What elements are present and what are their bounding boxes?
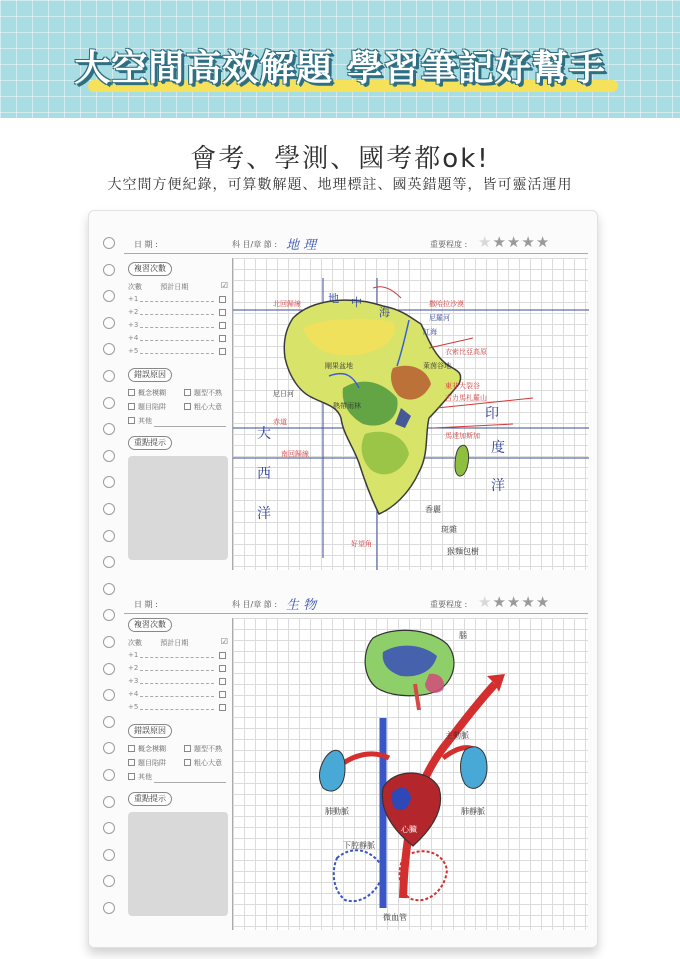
option-concept[interactable]: 概念模糊: [128, 388, 166, 398]
review-col-count: 次數: [128, 283, 142, 291]
review-row[interactable]: +4: [128, 334, 226, 344]
svg-text:下腔靜脈: 下腔靜脈: [343, 841, 375, 850]
headline: 會考、學測、國考都ok!: [190, 144, 490, 174]
check-icon: ☑: [220, 281, 228, 290]
binder-hole: [103, 663, 115, 675]
right-lung: [461, 747, 488, 788]
header-banner: [0, 0, 680, 118]
star-icon[interactable]: ★: [506, 593, 522, 611]
review-col-date: 預計日期: [160, 283, 189, 291]
review-col-date: 預計日期: [160, 639, 189, 647]
svg-text:香麗: 香麗: [425, 505, 441, 514]
svg-text:主動脈: 主動脈: [445, 731, 469, 740]
left-column: [124, 258, 228, 570]
left-column: [124, 618, 228, 930]
binder-hole: [103, 689, 115, 701]
note-page-geography: [124, 232, 588, 574]
svg-text:腦: 腦: [459, 631, 467, 640]
binder-hole: [103, 583, 115, 595]
svg-text:微血管: 微血管: [383, 913, 407, 922]
option-careless[interactable]: 粗心大意: [184, 758, 222, 768]
review-header: [128, 282, 228, 292]
checkbox[interactable]: [219, 322, 226, 329]
svg-text:好望角: 好望角: [351, 540, 372, 548]
review-row[interactable]: +2: [128, 664, 226, 674]
binder-hole: [103, 503, 115, 515]
star-icon[interactable]: ★: [535, 233, 551, 251]
option-other[interactable]: 其他: [128, 416, 152, 426]
binder-hole: [103, 450, 115, 462]
subline: 大空間方便紀錄，可算數解題、地理標註、國英錯題等，皆可靈活運用: [107, 177, 573, 193]
option-other[interactable]: 其他: [128, 772, 152, 782]
svg-text:萊茵谷地: 萊茵谷地: [423, 362, 451, 370]
svg-text:馬達加斯加: 馬達加斯加: [445, 432, 480, 440]
binder-hole: [103, 264, 115, 276]
star-icon[interactable]: ★: [478, 593, 493, 611]
option-concept[interactable]: 概念模糊: [128, 744, 166, 754]
svg-text:紅海: 紅海: [423, 328, 437, 336]
key-hint-tag: 重點提示: [128, 792, 172, 806]
option-careless[interactable]: 粗心大意: [184, 402, 222, 412]
checkbox[interactable]: [219, 296, 226, 303]
binder-hole: [103, 370, 115, 382]
svg-text:西: 西: [257, 466, 271, 482]
star-icon[interactable]: ★: [492, 233, 507, 251]
page-header: [124, 232, 588, 254]
error-reason-tag: 錯誤原因: [128, 368, 172, 382]
svg-text:赤道: 赤道: [273, 418, 287, 426]
svg-text:洋: 洋: [491, 478, 505, 494]
option-unfamiliar[interactable]: 題型不熟: [184, 388, 222, 398]
checkbox[interactable]: [219, 652, 226, 659]
check-icon: ☑: [220, 637, 228, 646]
binder-hole: [103, 290, 115, 302]
importance-stars[interactable]: [478, 233, 550, 251]
svg-text:大: 大: [257, 426, 271, 442]
checkbox[interactable]: [219, 691, 226, 698]
svg-text:剛果盆地: 剛果盆地: [325, 362, 353, 370]
date-label: 日 期 :: [134, 240, 158, 249]
svg-text:北回歸線: 北回歸線: [273, 300, 301, 308]
subject-value: 生 物: [286, 598, 317, 613]
date-label: 日 期 :: [134, 600, 158, 609]
left-lung: [319, 750, 345, 791]
other-line[interactable]: [154, 426, 226, 427]
hw-label: 地: [328, 292, 339, 305]
binder-hole: [103, 609, 115, 621]
svg-text:度: 度: [491, 440, 505, 456]
importance-stars[interactable]: [478, 593, 550, 611]
subject-value: 地 理: [286, 238, 317, 253]
binder-hole: [103, 556, 115, 568]
binder-hole: [103, 796, 115, 808]
review-row[interactable]: +5: [128, 703, 226, 713]
option-trap[interactable]: 題目陷阱: [128, 402, 166, 412]
grid-note-area[interactable]: [232, 258, 588, 570]
importance-label: 重要程度 :: [430, 240, 468, 249]
error-reason-tag: 錯誤原因: [128, 724, 172, 738]
checkbox[interactable]: [219, 309, 226, 316]
binder-hole: [103, 769, 115, 781]
key-hint-tag: 重點提示: [128, 436, 172, 450]
svg-text:東非大裂谷: 東非大裂谷: [445, 382, 480, 390]
star-icon[interactable]: ★: [521, 233, 536, 251]
star-icon[interactable]: ★: [506, 233, 522, 251]
checkbox[interactable]: [219, 665, 226, 672]
review-row[interactable]: +3: [128, 321, 226, 331]
review-row[interactable]: +1: [128, 295, 226, 305]
svg-text:印: 印: [485, 406, 499, 422]
svg-text:尼羅河: 尼羅河: [429, 314, 450, 322]
binder-hole: [103, 636, 115, 648]
review-row[interactable]: +5: [128, 347, 226, 357]
binder-hole: [103, 902, 115, 914]
hint-box[interactable]: [128, 456, 228, 560]
binder-hole: [103, 423, 115, 435]
page-header: [124, 592, 588, 614]
checkbox[interactable]: [219, 678, 226, 685]
binder-hole: [103, 822, 115, 834]
africa-map-drawing: [233, 258, 589, 570]
binder-hole: [103, 317, 115, 329]
svg-text:洋: 洋: [257, 506, 271, 522]
svg-text:衣索比亞高原: 衣索比亞高原: [445, 348, 487, 356]
grid-note-area[interactable]: [232, 618, 588, 930]
svg-text:熱帶雨林: 熱帶雨林: [333, 402, 361, 410]
binder-hole: [103, 476, 115, 488]
review-row[interactable]: +3: [128, 677, 226, 687]
option-unfamiliar[interactable]: 題型不熟: [184, 744, 222, 754]
svg-text:心臟: 心臟: [401, 825, 417, 834]
binder-hole: [103, 343, 115, 355]
svg-text:斑雜: 斑雜: [441, 525, 457, 534]
binder-hole: [103, 742, 115, 754]
circulatory-system-drawing: [233, 618, 589, 930]
review-row[interactable]: +4: [128, 690, 226, 700]
checkbox[interactable]: [219, 335, 226, 342]
other-line[interactable]: [154, 782, 226, 783]
svg-text:猴麵包樹: 猴麵包樹: [447, 547, 479, 556]
importance-label: 重要程度 :: [430, 600, 468, 609]
star-icon[interactable]: ★: [492, 593, 507, 611]
svg-text:南回歸線: 南回歸線: [281, 450, 309, 458]
star-icon[interactable]: ★: [535, 593, 551, 611]
heart: [382, 773, 440, 846]
review-col-count: 次數: [128, 639, 142, 647]
note-page-biology: [124, 592, 588, 934]
subject-label: 科 目/章 節 :: [232, 600, 278, 609]
review-row[interactable]: +1: [128, 651, 226, 661]
review-header: [128, 638, 228, 648]
star-icon[interactable]: ★: [521, 593, 536, 611]
binder-hole: [103, 875, 115, 887]
hint-box[interactable]: [128, 812, 228, 916]
svg-text:中: 中: [351, 296, 362, 309]
binder-hole: [103, 530, 115, 542]
star-icon[interactable]: ★: [478, 233, 493, 251]
svg-text:撒哈拉沙漠: 撒哈拉沙漠: [429, 300, 464, 308]
binder-hole: [103, 237, 115, 249]
svg-text:肺靜脈: 肺靜脈: [461, 807, 485, 816]
subject-label: 科 目/章 節 :: [232, 240, 278, 249]
review-count-tag: 複習次數: [128, 262, 172, 276]
option-trap[interactable]: 題目陷阱: [128, 758, 166, 768]
hw-label: 肺動脈: [325, 807, 349, 816]
binder-hole: [103, 849, 115, 861]
review-row[interactable]: +2: [128, 308, 226, 318]
checkbox[interactable]: [219, 348, 226, 355]
banner-title: 大空間高效解題 學習筆記好幫手: [74, 48, 606, 89]
review-count-tag: 複習次數: [128, 618, 172, 632]
binder-hole: [103, 397, 115, 409]
checkbox[interactable]: [219, 704, 226, 711]
svg-text:吉力馬札羅山: 吉力馬札羅山: [445, 394, 487, 402]
binder-hole: [103, 716, 115, 728]
madagascar: [455, 445, 469, 476]
svg-text:尼日河: 尼日河: [273, 390, 294, 398]
svg-text:海: 海: [379, 306, 390, 319]
